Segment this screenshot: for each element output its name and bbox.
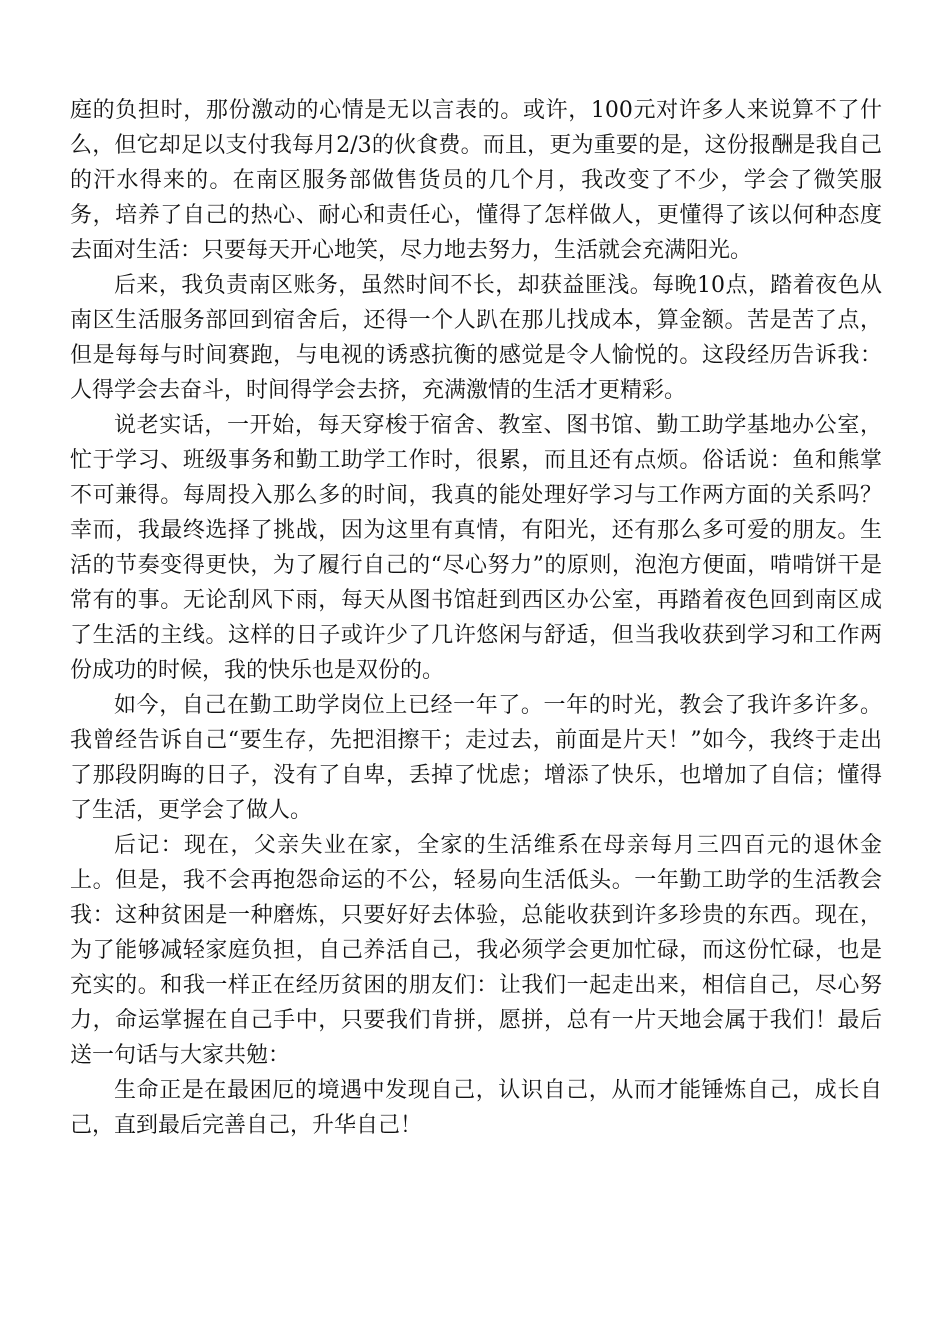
paragraph-postscript: 后记：现在，父亲失业在家，全家的生活维系在母亲每月三四百元的退休金上。但是，我不会再抱怨命运的不公，轻易向生活低头。一年勤工助学的生活教会我：这种贫困是一种磨炼，只要好好去体验，总能收获到许多珍贵的东西。现在，为了能够减轻家庭负担，自己养活自己，我必须学会更加忙碌，而这份忙碌，也是充实的。和我一样正在经历贫困的朋友们：让我们一起走出来，相信自己，尽心努力，命运掌握在自己手中，只要我们肯拼，愿拼，总有一片天地会属于我们！最后送一句话与大家共勉： <box>70 833 882 1068</box>
paragraph-one-year: 如今，自己在勤工助学岗位上已经一年了。一年的时光，教会了我许多许多。我曾经告诉自己“要生存，先把泪擦干；走过去，前面是片天！”如今，我终于走出了那段阴晦的日子，没有了自卑，丢掉了忧虑；增添了快乐，也增加了自信；懂得了生活，更学会了做人。 <box>70 693 882 823</box>
document-body <box>70 93 882 1143</box>
paragraph-south-accounts: 后来，我负责南区账务，虽然时间不长，却获益匪浅。每晚10点，踏着夜色从南区生活服务部回到宿舍后，还得一个人趴在那儿找成本，算金额。苦是苦了点，但是每每与时间赛跑，与电视的诱惑抗衡的感觉是令人愉悦的。这段经历告诉我：人得学会去奋斗，时间得学会去挤，充满激情的生活才更精彩。 <box>70 273 882 403</box>
paragraph-honest-words: 说老实话，一开始，每天穿梭于宿舍、教室、图书馆、勤工助学基地办公室，忙于学习、班级事务和勤工助学工作时，很累，而且还有点烦。俗话说：鱼和熊掌不可兼得。每周投入那么多的时间，我真的能处理好学习与工作两方面的关系吗？幸而，我最终选择了挑战，因为这里有真情，有阳光，还有那么多可爱的朋友。生活的节奏变得更快，为了履行自己的“尽心努力”的原则，泡泡方便面，啃啃饼干是常有的事。无论刮风下雨，每天从图书馆赶到西区办公室，再踏着夜色回到南区成了生活的主线。这样的日子或许少了几许悠闲与舒适，但当我收获到学习和工作两份成功的时候，我的快乐也是双份的。 <box>70 413 882 683</box>
paragraph-closing-quote: 生命正是在最困厄的境遇中发现自己，认识自己，从而才能锤炼自己，成长自己，直到最后完善自己，升华自己！ <box>70 1078 882 1138</box>
paragraph-continuation: 庭的负担时，那份激动的心情是无以言表的。或许，100元对许多人来说算不了什么，但它却足以支付我每月2/3的伙食费。而且，更为重要的是，这份报酬是我自己的汗水得来的。在南区服务部做售货员的几个月，我改变了不少，学会了微笑服务，培养了自己的热心、耐心和责任心，懂得了怎样做人，更懂得了该以何种态度去面对生活：只要每天开心地笑，尽力地去努力，生活就会充满阳光。 <box>70 98 882 263</box>
